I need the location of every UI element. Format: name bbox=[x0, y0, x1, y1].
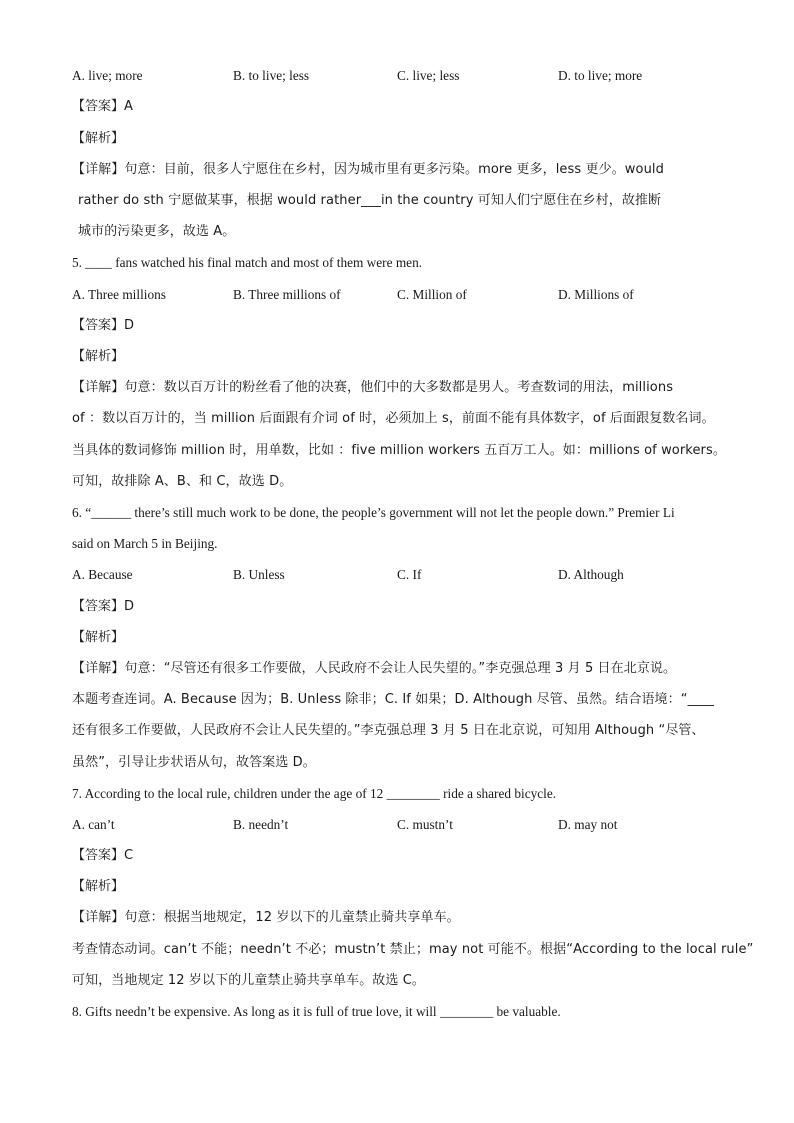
q6-detail-line: 本题考查连词。A. Because 因为；B. Unless 除非；C. If 如果；D. Although 尽管、虽然。结合语境：“____ bbox=[72, 692, 714, 707]
q5-answer: 【答案】D bbox=[72, 318, 135, 333]
q5-option-a: A. Three millions bbox=[72, 287, 166, 302]
q6-stem-line: 6. “______ there’s still much work to be done, the people’s government will not let the people down.” Premier Li bbox=[72, 505, 675, 520]
q5-detail-line: 【详解】句意：数以百万计的粉丝看了他的决赛，他们中的大多数都是男人。考查数词的用法，millions bbox=[72, 380, 674, 395]
q7-analysis-label: 【解析】 bbox=[72, 879, 125, 894]
q8-stem: 8. Gifts needn’t be expensive. As long as it is full of true love, it will ________ be valuable. bbox=[72, 1004, 561, 1019]
q5-detail-line: 可知，故排除 A、B、和 C，故选 D。 bbox=[72, 474, 293, 489]
q5-detail-line: 当具体的数词修饰 million 时，用单数，比如 ：five million workers 五百万工人。如：millions of workers。 bbox=[72, 443, 726, 458]
q7-stem: 7. According to the local rule, children under the age of 12 ________ ride a shared bicycle. bbox=[72, 786, 557, 801]
q4-option-a: A. live; more bbox=[72, 68, 143, 83]
q7-answer: 【答案】C bbox=[72, 848, 134, 863]
q4-answer: 【答案】A bbox=[72, 99, 133, 114]
q7-option-d: D. may not bbox=[558, 817, 618, 832]
q4-analysis-label: 【解析】 bbox=[72, 131, 125, 146]
q4-option-d: D. to live; more bbox=[558, 68, 643, 83]
q6-detail-line: 还有很多工作要做，人民政府不会让人民失望的。”李克强总理 3 月 5 日在北京说，可知用 Although “尽管、 bbox=[72, 723, 705, 738]
q5-detail-line: of ：数以百万计的，当 million 后面跟有介词 of 时，必须加上 s，前面不能有具体数字，of 后面跟复数名词。 bbox=[72, 411, 715, 426]
q6-option-d: D. Although bbox=[558, 567, 624, 582]
q4-detail-line: rather do sth 宁愿做某事，根据 would rather___in the country 可知人们宁愿住在乡村，故推断 bbox=[78, 193, 662, 208]
q6-option-b: B. Unless bbox=[233, 567, 285, 582]
q5-option-c: C. Million of bbox=[397, 287, 467, 302]
q7-detail-line: 考查情态动词。can’t 不能；needn’t 不必；mustn’t 禁止；may not 可能不。根据“According to the local rule” bbox=[72, 942, 754, 957]
q6-analysis-label: 【解析】 bbox=[72, 630, 125, 645]
q7-option-c: C. mustn’t bbox=[397, 817, 453, 832]
q5-option-b: B. Three millions of bbox=[233, 287, 341, 302]
q5-analysis-label: 【解析】 bbox=[72, 349, 125, 364]
q6-detail-line: 虽然”，引导让步状语从句，故答案选 D。 bbox=[72, 755, 316, 770]
q5-stem: 5. ____ fans watched his final match and most of them were men. bbox=[72, 255, 423, 270]
q7-detail-line: 【详解】句意：根据当地规定，12 岁以下的儿童禁止骑共享单车。 bbox=[72, 910, 460, 925]
q6-stem-line: said on March 5 in Beijing. bbox=[72, 536, 218, 551]
q5-option-d: D. Millions of bbox=[558, 287, 634, 302]
q6-option-a: A. Because bbox=[72, 567, 133, 582]
q4-option-c: C. live; less bbox=[397, 68, 460, 83]
q4-detail-line: 【详解】句意：目前，很多人宁愿住在乡村，因为城市里有更多污染。more 更多，less 更少。would bbox=[72, 162, 664, 177]
q7-option-a: A. can’t bbox=[72, 817, 115, 832]
q4-detail-line: 城市的污染更多，故选 A。 bbox=[78, 224, 236, 239]
q6-answer: 【答案】D bbox=[72, 599, 135, 614]
q7-detail-line: 可知，当地规定 12 岁以下的儿童禁止骑共享单车。故选 C。 bbox=[72, 973, 426, 988]
q7-option-b: B. needn’t bbox=[233, 817, 289, 832]
q6-option-c: C. If bbox=[397, 567, 422, 582]
q4-option-b: B. to live; less bbox=[233, 68, 310, 83]
q6-detail-line: 【详解】句意：“尽管还有很多工作要做，人民政府不会让人民失望的。”李克强总理 3 月 5 日在北京说。 bbox=[72, 661, 677, 676]
